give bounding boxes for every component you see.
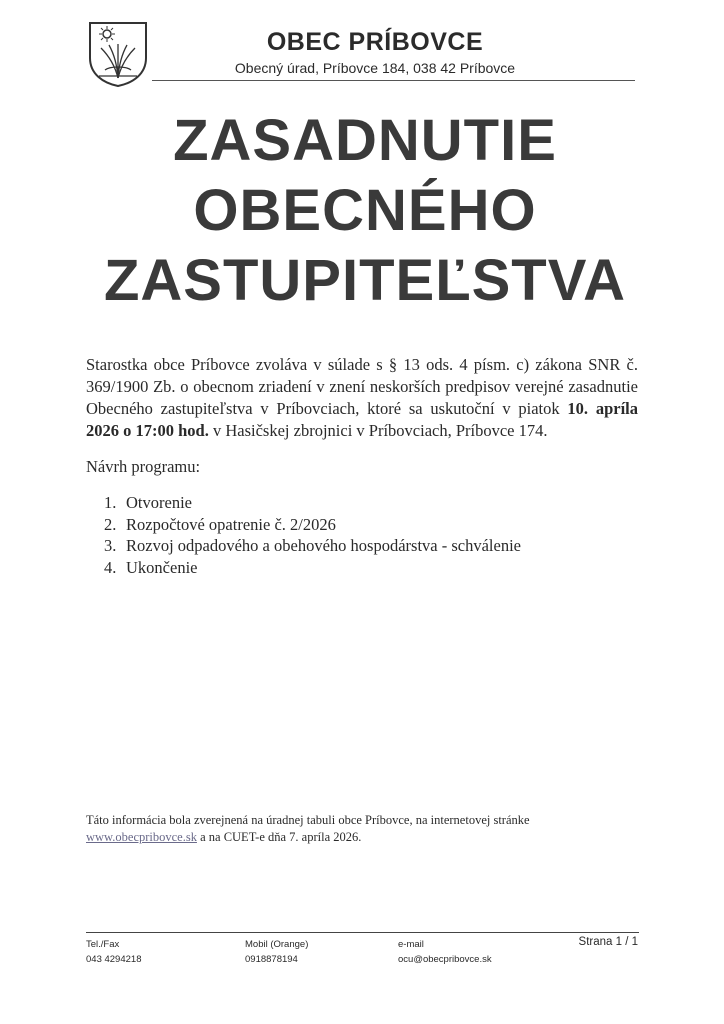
program-list (104, 492, 521, 578)
item-text: Rozpočtové opatrenie č. 2/2026 (126, 514, 336, 534)
note-text-end: a na CUET-e dňa 7. apríla 2026. (196, 830, 362, 844)
list-item (104, 535, 521, 557)
item-text: Rozvoj odpadového a obehového hospodárstva - schválenie (126, 536, 521, 555)
item-text: Otvorenie (126, 493, 192, 512)
email-value: ocu@obecpribovce.sk (398, 954, 492, 965)
program-label: Návrh programu: (86, 457, 201, 476)
title-line-1: ZASADNUTIE (173, 108, 557, 173)
list-item (104, 514, 521, 536)
mobile-value: 0918878194 (245, 954, 298, 965)
publication-note (86, 812, 646, 846)
municipality-name: OBEC PRÍBOVCE (266, 28, 484, 56)
document-title (60, 106, 670, 316)
footer-phone (86, 937, 141, 967)
item-number: 1. (104, 493, 117, 512)
paragraph-start: Starostka obce Príbovce zvoláva v súlade s § 13 ods. 4 písm. c) zákona SNR č. 369/1900 Zb. o obecnom zriadení v znení neskorších predpisov verejné zasadnutie Obecného zastupiteľstva v Príbovciach, ktoré sa uskutoční v piatok (86, 355, 638, 418)
page-number: Strana 1 / 1 (578, 936, 638, 948)
list-item (104, 557, 521, 579)
title-line-2: OBECNÉHO (193, 178, 537, 243)
announcement-paragraph (86, 354, 638, 442)
footer-divider (86, 932, 639, 933)
list-item (104, 492, 521, 514)
phone-value: 043 4294218 (86, 954, 142, 965)
meeting-datetime: 10. apríla 2026 o 17:00 hod. (86, 399, 638, 440)
footer-mobile (245, 937, 308, 967)
header-divider (152, 80, 635, 81)
title-line-3: ZASTUPITEĽSTVA (103, 248, 627, 313)
footer-email (398, 937, 492, 967)
paragraph-end: v Hasičskej zbrojnici v Príbovciach, Príbovce 174. (208, 421, 548, 440)
item-number: 2. (104, 514, 117, 534)
phone-label: Tel./Fax (86, 939, 120, 950)
email-label: e-mail (398, 939, 424, 950)
item-number: 3. (104, 536, 117, 555)
coat-of-arms-icon (85, 20, 151, 88)
item-text: Ukončenie (126, 557, 198, 577)
item-number: 4. (104, 557, 117, 577)
website-link[interactable]: www.obecpribovce.sk (86, 830, 197, 844)
note-text-start: Táto informácia bola zverejnená na úradnej tabuli obce Príbovce, na internetovej stránke (86, 813, 530, 827)
office-address: Obecný úrad, Príbovce 184, 038 42 Príbovce (234, 60, 516, 76)
mobile-label: Mobil (Orange) (245, 939, 309, 950)
